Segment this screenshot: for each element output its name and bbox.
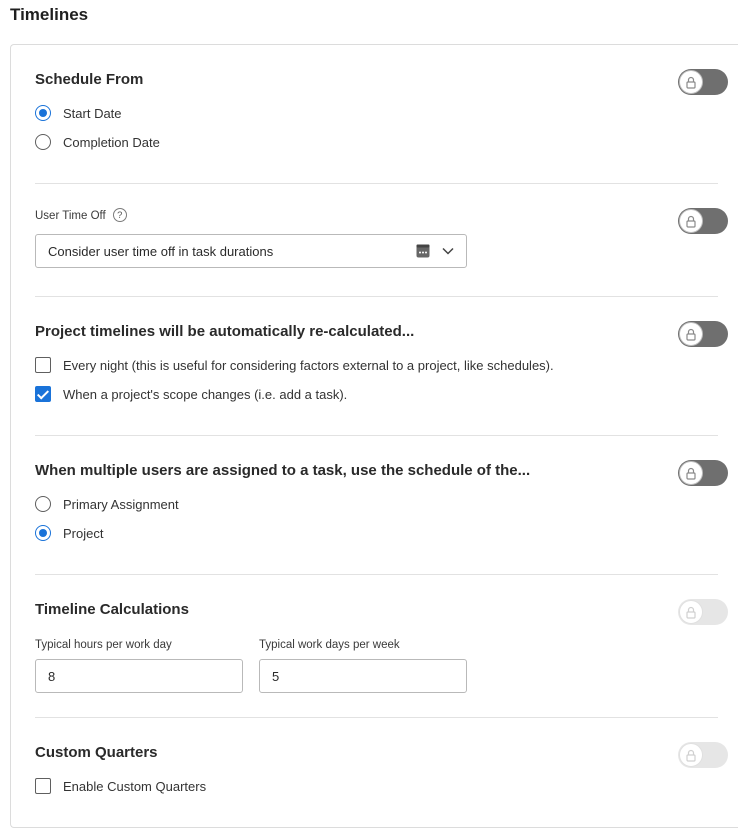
multiple-users-project[interactable] [35, 523, 103, 543]
divider [35, 183, 718, 184]
schedule-from-lock-toggle[interactable] [678, 69, 728, 95]
days-per-week-label: Typical work days per week [259, 639, 400, 651]
lock-icon [679, 600, 703, 624]
chevron-down-icon [442, 247, 454, 255]
days-per-week-input[interactable] [259, 659, 467, 693]
checkbox-enable-custom-quarters[interactable] [35, 778, 51, 794]
user-time-off-lock-toggle[interactable] [678, 208, 728, 234]
schedule-from-title: Schedule From [35, 71, 144, 88]
multiple-users-section [35, 456, 718, 576]
schedule-from-completion-date[interactable] [35, 132, 160, 152]
checkbox-label: Enable Custom Quarters [63, 778, 207, 794]
multiple-users-lock-toggle[interactable] [678, 460, 728, 486]
page-title: Timelines [10, 5, 89, 24]
enable-custom-quarters[interactable] [35, 776, 206, 796]
divider [35, 296, 718, 297]
lock-icon [679, 322, 703, 346]
user-time-off-section [35, 205, 718, 305]
user-time-off-label-text: User Time Off [35, 210, 106, 223]
lock-icon [679, 461, 703, 485]
checkbox-label: Every night (this is useful for considering factors external to a project, like schedules). [63, 357, 554, 373]
timeline-calculations-section [35, 595, 718, 705]
timelines-settings-card [10, 44, 738, 828]
radio-start-date[interactable] [35, 105, 51, 121]
radio-label: Completion Date [63, 134, 160, 150]
custom-quarters-title: Custom Quarters [35, 744, 158, 761]
checkbox-scope-changes[interactable] [35, 386, 51, 402]
user-time-off-select[interactable] [35, 234, 467, 268]
radio-completion-date[interactable] [35, 134, 51, 150]
multiple-users-primary-assignment[interactable] [35, 494, 179, 514]
radio-label: Primary Assignment [63, 496, 179, 512]
custom-quarters-lock-toggle[interactable] [678, 742, 728, 768]
hours-per-day-label: Typical hours per work day [35, 639, 172, 651]
divider [35, 435, 718, 436]
timeline-calculations-title: Timeline Calculations [35, 601, 189, 618]
lock-icon [679, 70, 703, 94]
recalculation-lock-toggle[interactable] [678, 321, 728, 347]
multiple-users-title: When multiple users are assigned to a task, use the schedule of the... [35, 462, 531, 479]
divider [35, 717, 718, 718]
user-time-off-label [35, 209, 127, 223]
recalculation-section [35, 317, 718, 437]
checkbox-label: When a project's scope changes (i.e. add a task). [63, 386, 348, 402]
recalc-scope-changes[interactable] [35, 384, 347, 404]
hours-per-day-input[interactable] [35, 659, 243, 693]
timeline-calculations-lock-toggle[interactable] [678, 599, 728, 625]
lock-icon [679, 743, 703, 767]
help-icon[interactable]: ? [113, 208, 127, 222]
checkbox-every-night[interactable] [35, 357, 51, 373]
divider [35, 574, 718, 575]
select-value: Consider user time off in task durations [48, 243, 274, 259]
radio-primary-assignment[interactable] [35, 496, 51, 512]
schedule-from-start-date[interactable] [35, 103, 122, 123]
calendar-icon [416, 244, 430, 258]
radio-label: Project [63, 525, 104, 541]
lock-icon [679, 209, 703, 233]
recalculation-title: Project timelines will be automatically re-calculated... [35, 323, 415, 340]
schedule-from-section [35, 65, 718, 185]
custom-quarters-section [35, 738, 718, 818]
recalc-every-night[interactable] [35, 355, 554, 375]
radio-project[interactable] [35, 525, 51, 541]
radio-label: Start Date [63, 105, 122, 121]
